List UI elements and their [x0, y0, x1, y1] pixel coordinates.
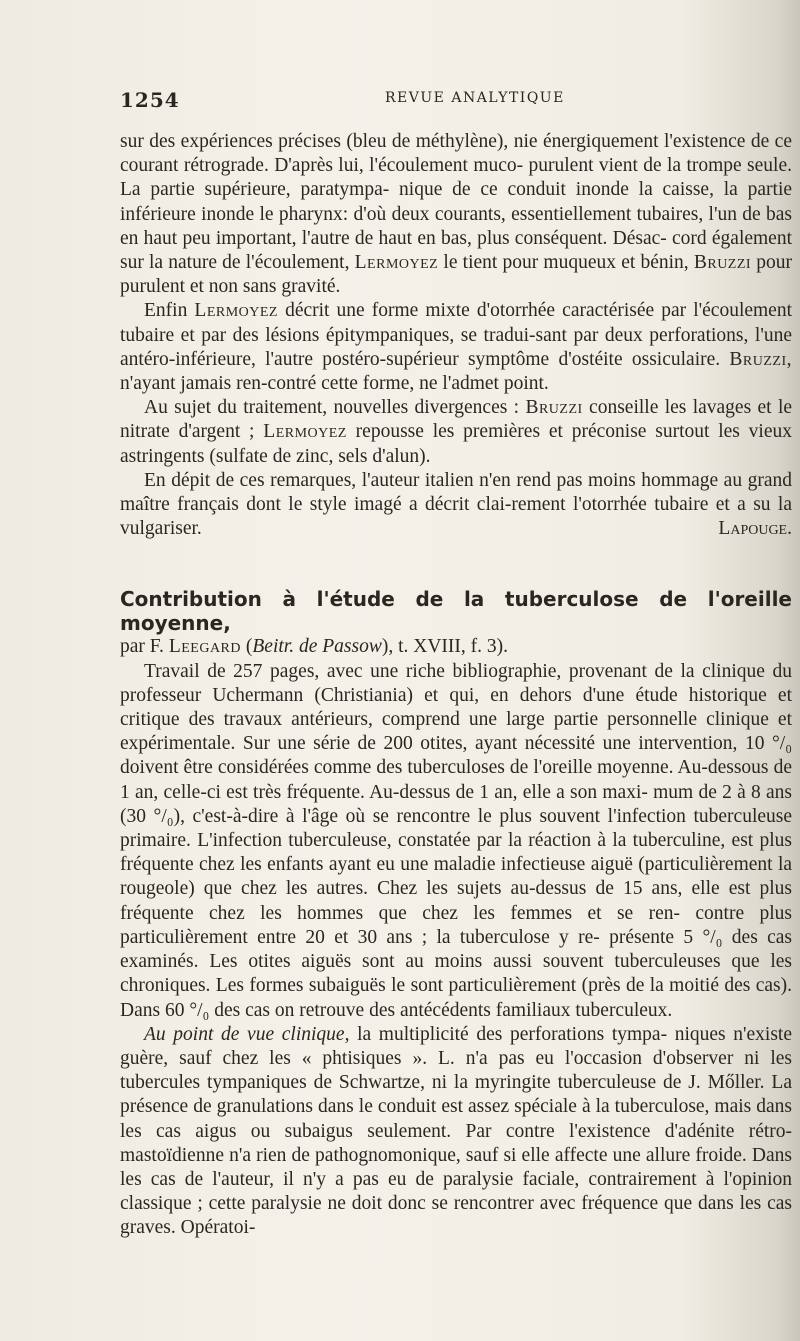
journal-name: Beitr. de Passow [252, 636, 382, 658]
section-separator [120, 541, 792, 587]
author-name: Lermoyez [263, 421, 347, 443]
author-name: Lermoyez [354, 252, 439, 274]
page-number: 1254 [120, 88, 180, 112]
review1-paragraph-4: En dépit de ces remarques, l'auteur italien n'en rend pas moins hommage au grand maître français dont le style imagé a décrit clai-rement l'otorrhée tubaire et a su la vulgariser. Lapouge. [120, 469, 792, 542]
author-name: Lermoyez [194, 300, 278, 322]
author-name: Leegard [168, 636, 241, 658]
review1-paragraph-2: Enfin Lermoyez décrit une forme mixte d'otorrhée caractérisée par l'écoulement tubaire et par des lésions épitympaniques, se tradui-sant par deux perforations, l'une antéro-inférieure, l'autre postéro-supérieur symptôme d'ostéite ossiculaire. Bruzzi, n'ayant jamais ren-contré cette forme, ne l'admet point. [120, 300, 793, 395]
author-name: Bruzzi [693, 252, 752, 274]
review1-paragraph-3: Au sujet du traitement, nouvelles divergences : Bruzzi conseille les lavages et le nitrate d'argent ; Lermoyez repousse les premières et préconise surtout les vieux astringents (sulfate de zinc, sels d'alun). [120, 397, 793, 467]
author-name: Bruzzi [525, 397, 583, 419]
review1-paragraph-1: sur des expériences précises (bleu de méthylène), nie énergiquement l'existence de ce courant rétrograde. D'après lui, l'écoulement muco- purulent vient de la trompe seule. La partie supérieure, paratympa- nique de ce conduit inonde la caisse, la partie inférieure inonde le pharynx: d'où deux courants, essentiellement tubaires, l'un de bas en haut peu important, l'autre de haut en bas, plus conséquent. Désac- cord également sur la nature de l'écoulement, Lermoyez le tient pour muqueux et bénin, Bruzzi pour purulent et non sans gravité. [120, 131, 793, 298]
page-header [120, 88, 780, 112]
review2-paragraph-2: Au point de vue clinique, la multiplicité des perforations tympa- niques n'existe guère, sauf chez les « phtisiques ». L. n'a pas eu l'occasion d'observer ni les tubercules tympaniques de Schwartze, ni la myringite tuberculeuse de J. Mőller. La présence de granulations dans le conduit est assez spéciale à la tuberculose, mais dans les cas aigus ou subaigus seulement. Par contre l'existence d'adénite rétro- mastoïdienne n'a rien de pathognomonique, sauf si elle affecte une allure froide. Dans les cas de l'auteur, il n'y a pas eu de paralysie faciale, contrairement à l'opinion classique ; cette paralysie ne doit donc se rencontrer avec fréquence que dans les cas graves. Opératoi- [120, 1023, 793, 1239]
review2-byline: par F. Leegard (Beitr. de Passow), t. XVIII, f. 3). [120, 636, 509, 658]
review2-paragraph-1: Travail de 257 pages, avec une riche bibliographie, provenant de la clinique du professeur Uchermann (Christiania) et qui, en dehors d'une étude historique et critique des travaux antérieurs, comprend une large partie personnelle clinique et expérimentale. Sur une série de 200 otites, ayant nécessité une intervention, 10 °/₀ doivent être considérées comme des tuberculoses de l'oreille moyenne. Au-dessous de 1 an, celle-ci est très fréquente. Au-dessus de 1 an, elle a son maxi- mum de 2 à 8 ans (30 °/₀), c'est-à-dire à l'âge où se rencontre le plus souvent l'infection tuberculeuse primaire. L'infection tuberculeuse, constatée par la réaction à la tuberculine, est plus fréquente chez les enfants ayant eu une maladie infectieuse aiguë (particulièrement la rougeole) que chez les autres. Chez les sujets au-dessus de 15 ans, elle est plus fréquente chez les hommes que chez les femmes et se ren- contre plus particulièrement entre 20 et 30 ans ; la tuberculose y re- présente 5 °/₀ des cas examinés. Les otites aiguës sont au moins aussi souvent tuberculeuses que les chroniques. Les formes subaiguës le sont particulièrement (près de la moitié des cas). Dans 60 °/₀ des cas on retrouve des antécédents familiaux tuberculeux. [120, 660, 793, 1021]
article-body [120, 130, 792, 1241]
author-name: Bruzzi, [729, 348, 792, 370]
running-title: REVUE ANALYTIQUE [385, 90, 565, 106]
review2-title: Contribution à l'étude de la tuberculose de l'oreille moyenne, [120, 587, 792, 636]
review1-signature: Lapouge. [718, 518, 792, 540]
subheading-italic: Au point de vue clinique, [144, 1023, 350, 1045]
